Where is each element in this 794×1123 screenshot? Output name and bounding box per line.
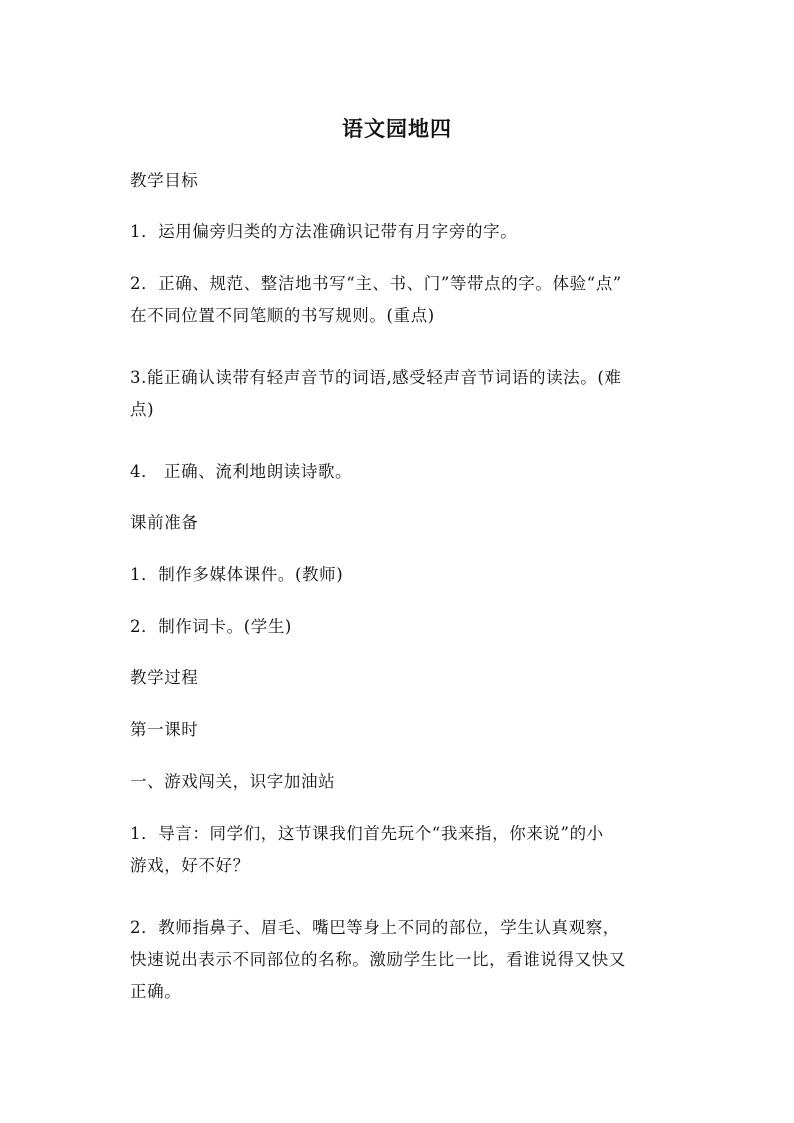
page-title: 语文园地四 [342, 116, 452, 141]
heading-part-one: 一、游戏闯关，识字加油站 [130, 772, 336, 791]
objective-item-1: 1．运用偏旁归类的方法准确识记带有月字旁的字。 [130, 222, 518, 241]
part-one-item-2: 2．教师指鼻子、眉毛、嘴巴等身上不同的部位，学生认真观察， 快速说出表示不同部位的名称。激励学生比一比，看谁说得又快又 正确。 [130, 918, 626, 1001]
part-one-item-1: 1．导言：同学们，这节课我们首先玩个“我来指，你来说”的小 游戏，好不好？ [130, 824, 604, 875]
objective-item-4: 4． 正确、流利地朗读诗歌。 [130, 462, 353, 481]
heading-preparation: 课前准备 [130, 513, 199, 532]
heading-process: 教学过程 [130, 668, 199, 687]
prep-item-1: 1．制作多媒体课件。(教师) [130, 565, 344, 584]
objective-item-2: 2．正确、规范、整洁地书写“主、书、门”等带点的字。体验“点” 在不同位置不同笔顺的书写规则。(重点) [130, 274, 622, 325]
objective-item-3: 3.能正确认读带有轻声音节的词语,感受轻声音节词语的读法。(难 点) [130, 368, 622, 419]
prep-item-2: 2．制作词卡。(学生) [130, 617, 292, 636]
heading-lesson-one: 第一课时 [130, 720, 199, 739]
heading-objectives: 教学目标 [130, 171, 199, 190]
